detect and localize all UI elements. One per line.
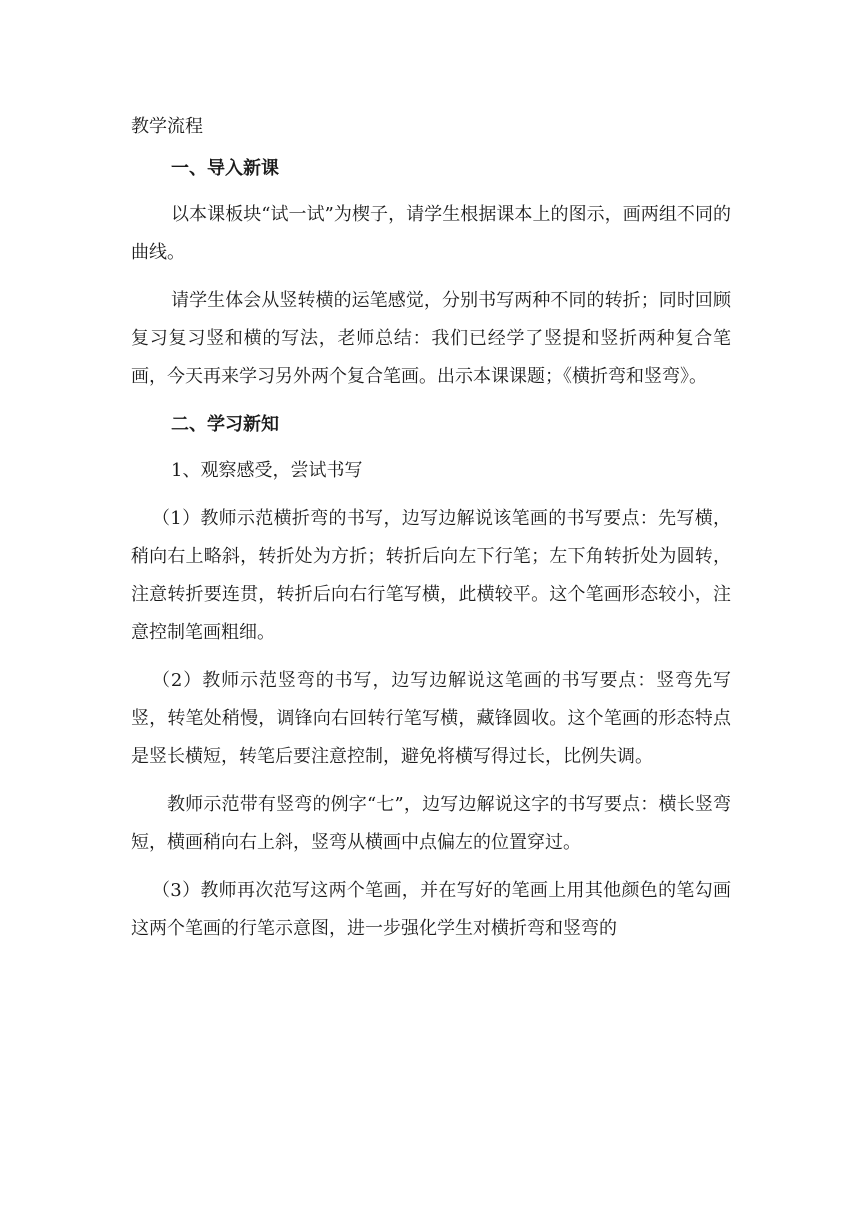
section-heading-new-knowledge: 二、学习新知 <box>171 414 279 435</box>
subheading-observe: 1、观察感受，尝试书写 <box>171 460 363 481</box>
document-title: 教学流程 <box>131 116 203 137</box>
list-item-1: （1）教师示范横折弯的书写，边写边解说该笔画的书写要点：先写横，稍向右上略斜，转折处为方折；转折后向左下行笔；左下角转折处为圆转，注意转折要连贯，转折后向右行笔写横，此横较平。这个笔画形态较小，注意控制笔画粗细。 <box>131 508 731 643</box>
list-item-3: （3）教师再次范写这两个笔画，并在写好的笔画上用其他颜色的笔勾画这两个笔画的行笔示意图，进一步强化学生对横折弯和竖弯的 <box>131 880 731 939</box>
intro-paragraph-1: 以本课板块“试一试”为楔子，请学生根据课本上的图示，画两组不同的曲线。 <box>131 204 731 263</box>
document-body <box>131 108 731 948</box>
list-item-2: （2）教师示范竖弯的书写，边写边解说这笔画的书写要点：竖弯先写竖，转笔处稍慢，调锋向右回转行笔写横，藏锋圆收。这个笔画的形态特点是竖长横短，转笔后要注意控制，避免将横写得过长，比例失调。 <box>131 670 731 767</box>
demo-paragraph: 教师示范带有竖弯的例字“七”，边写边解说这字的书写要点：横长竖弯短，横画稍向右上斜，竖弯从横画中点偏左的位置穿过。 <box>131 794 731 853</box>
section-heading-intro: 一、导入新课 <box>171 158 279 179</box>
intro-paragraph-2: 请学生体会从竖转横的运笔感觉，分别书写两种不同的转折；同时回顾复习复习竖和横的写法，老师总结：我们已经学了竖提和竖折两种复合笔画，今天再来学习另外两个复合笔画。出示本课课题；《横折弯和竖弯》。 <box>131 290 731 387</box>
